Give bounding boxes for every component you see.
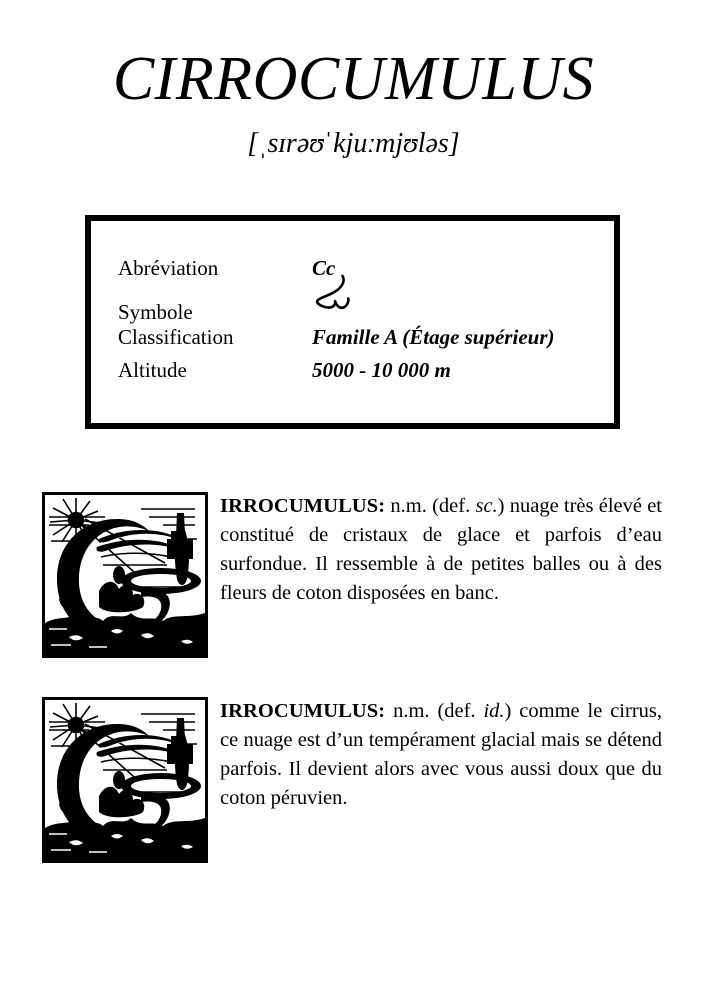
info-label-symbol: Symbole	[118, 300, 193, 324]
entry-text-poetic	[220, 697, 662, 813]
info-box-inner-frame	[90, 220, 615, 424]
definition-entry-poetic	[42, 697, 662, 863]
phonetic-transcription: [ˌsɪrəʊˈkjuːmjʊləs]	[247, 128, 460, 159]
page-title: CIRROCUMULUS	[112, 45, 595, 113]
entry-source-abbr: id.	[483, 700, 505, 722]
entry-headword: IRROCUMULUS:	[220, 495, 386, 517]
info-label-abbreviation: Abréviation	[118, 256, 219, 280]
entry-source-abbr: sc.	[475, 495, 498, 517]
cloud-info-box	[85, 215, 620, 429]
info-value-symbol	[312, 289, 554, 325]
info-value-classification: Famille A (Étage supérieur)	[312, 325, 555, 349]
info-value-altitude: 5000 - 10 000 m	[312, 358, 451, 382]
entry-body: ) nuage très élevé et constitué de cristaux de glace et parfois d’eau surfondue. Il ressemble à de petites balles ou à des fleurs de coton disposées en banc.	[220, 495, 662, 604]
woodcut-illuminated-capital-c-icon	[42, 697, 208, 863]
entry-text-scientific	[220, 492, 662, 608]
definition-entry-scientific	[42, 492, 662, 658]
entry-headword: IRROCUMULUS:	[220, 700, 386, 722]
title-block	[0, 45, 707, 159]
woodcut-illuminated-capital-c-icon	[42, 492, 208, 658]
entry-grammar: n.m. (def.	[385, 495, 476, 517]
info-value-abbreviation: Cc	[312, 256, 336, 280]
cirrocumulus-symbol-icon	[312, 289, 364, 319]
info-table	[118, 256, 554, 391]
entry-body: ) comme le cirrus, ce nuage est d’un tempérament glacial mais se détend parfois. Il devient alors avec vous aussi doux que du coton péruvien.	[220, 700, 662, 809]
table-row	[118, 325, 554, 358]
info-label-altitude: Altitude	[118, 358, 187, 382]
table-row	[118, 289, 554, 325]
table-row	[118, 358, 554, 391]
entry-grammar: n.m. (def.	[385, 700, 484, 722]
info-label-classification: Classification	[118, 325, 234, 349]
